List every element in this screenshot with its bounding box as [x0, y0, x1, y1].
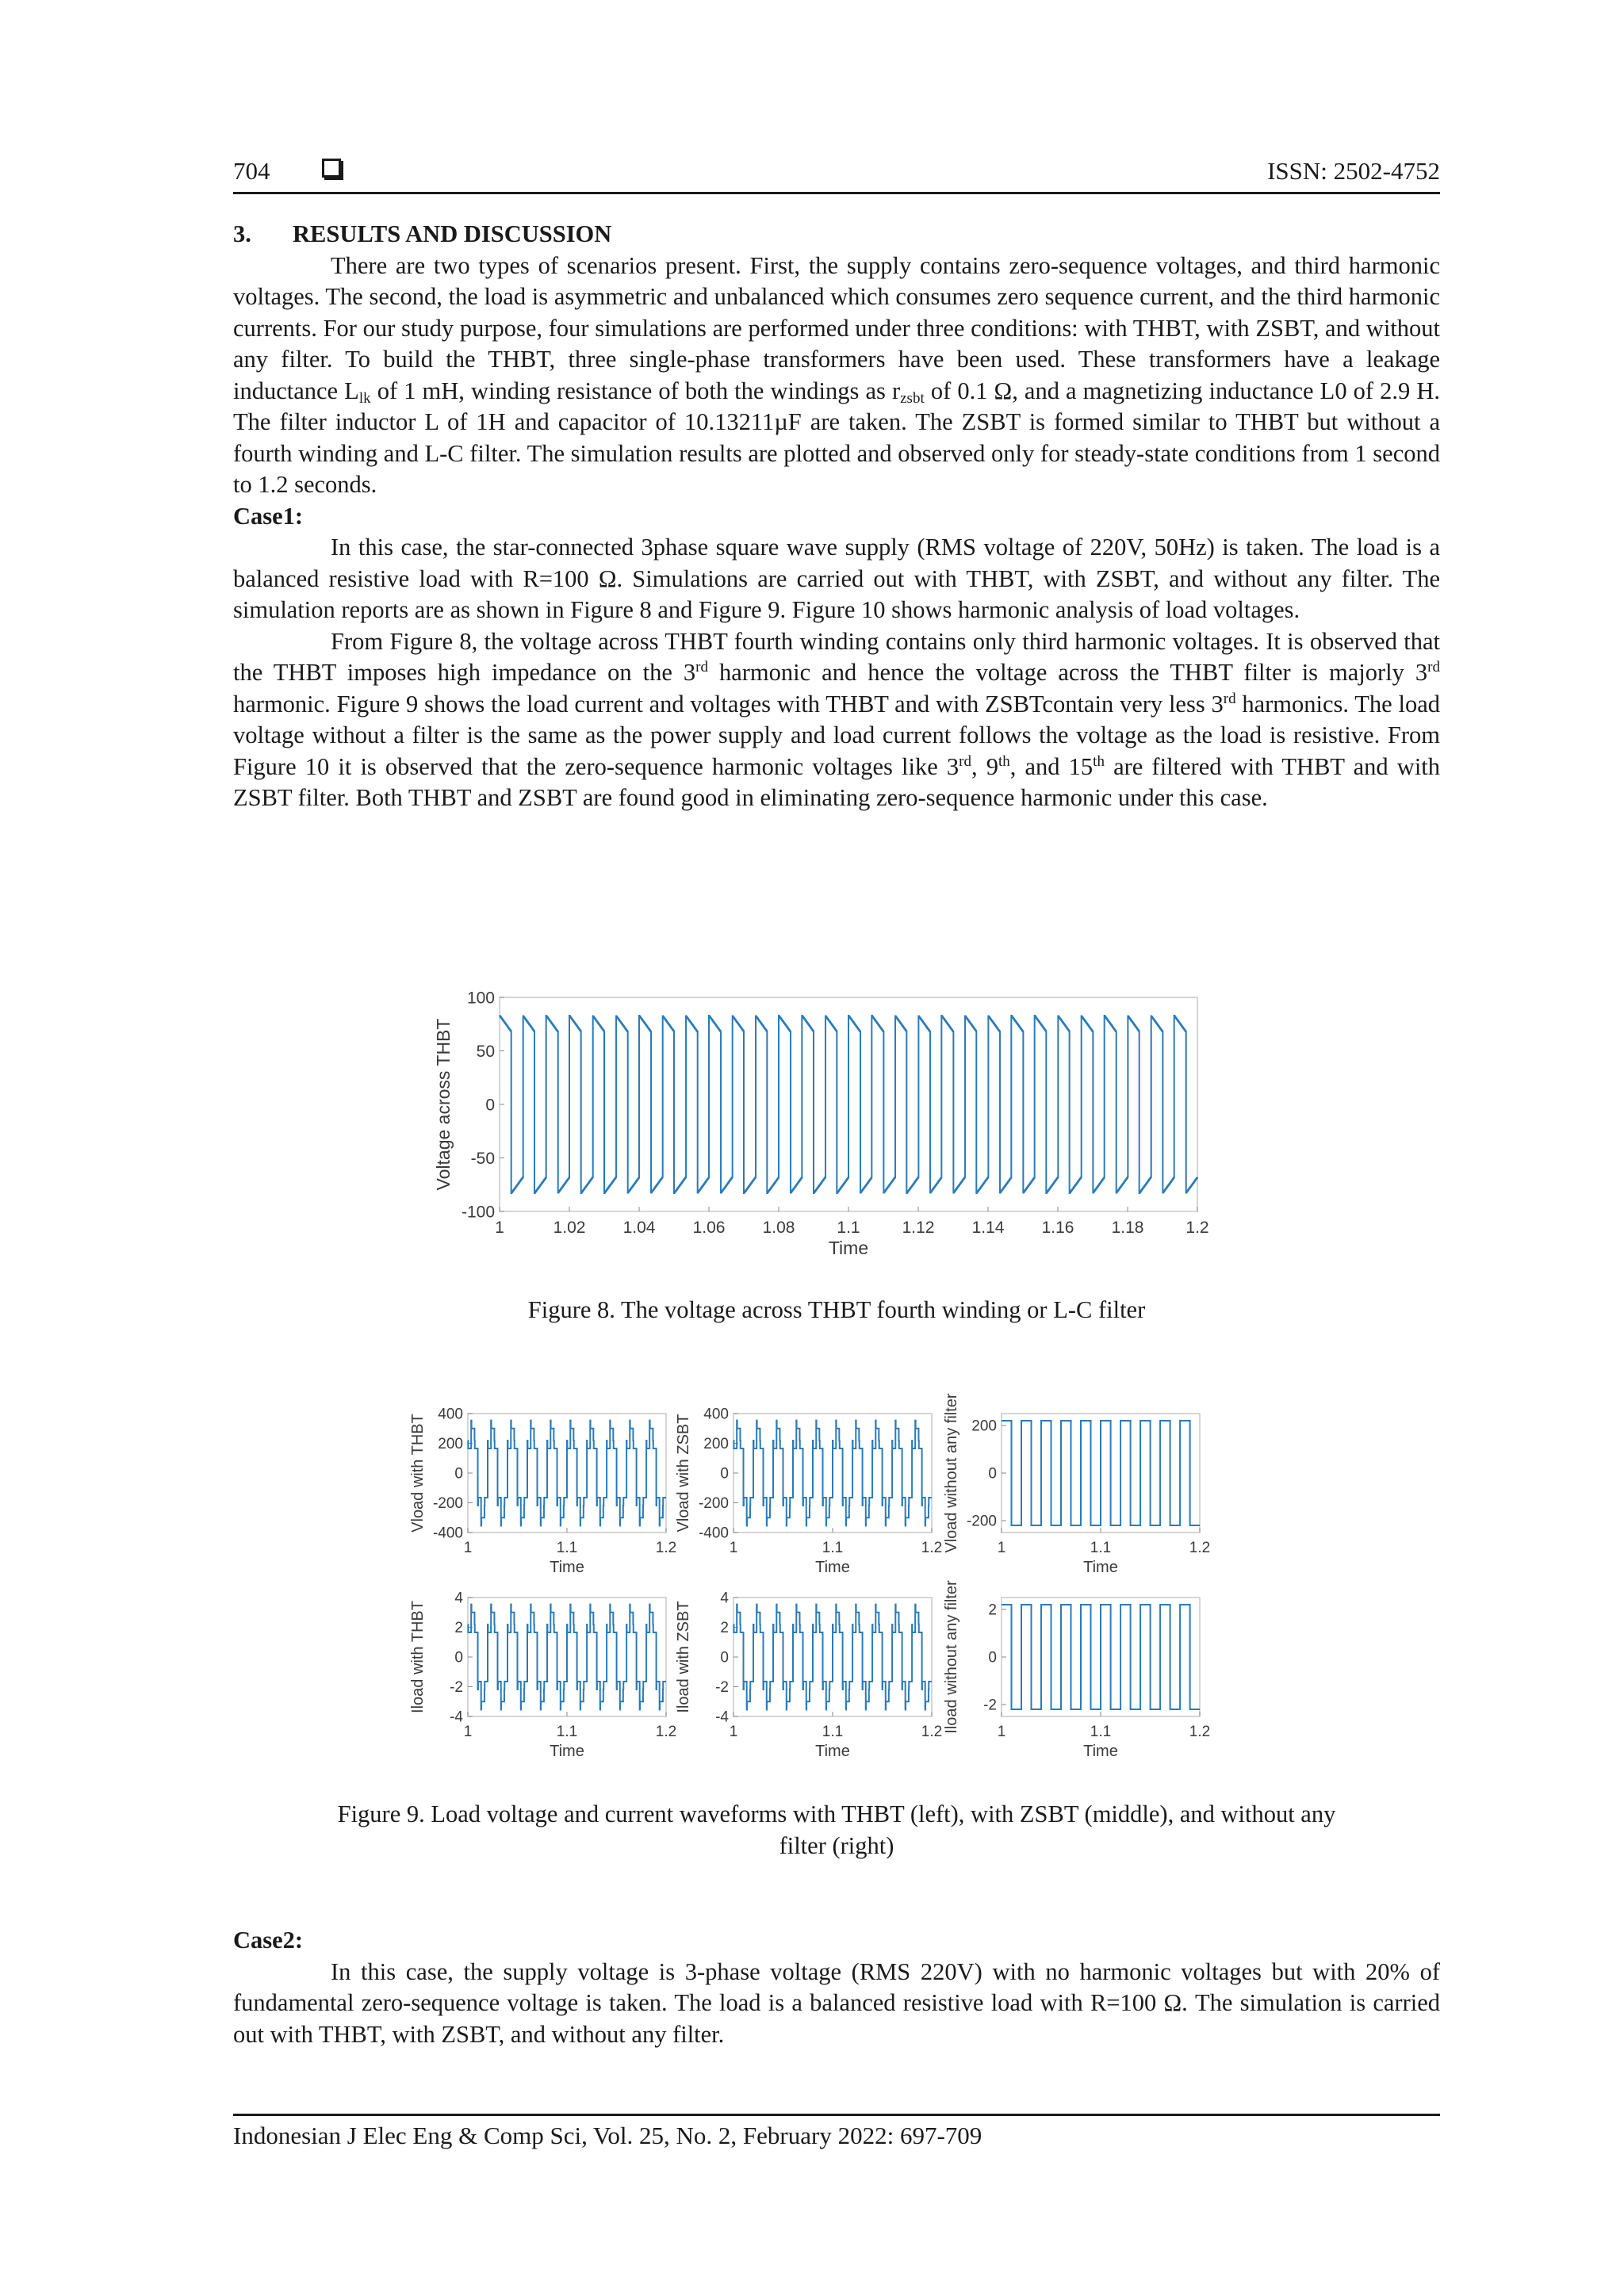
fig9-panel-3-xlabel: Time [1083, 1559, 1118, 1576]
fig9-panel-2-ytick-label: -400 [698, 1525, 729, 1542]
fig8-xtick-label: 1.1 [837, 1219, 860, 1237]
page-header [233, 152, 1440, 193]
fig9-panel-4-ytick-label: 0 [454, 1649, 463, 1667]
section-number: 3. [233, 220, 251, 247]
fig9-panel-4-xtick-label: 1.1 [556, 1724, 578, 1740]
fig9-panel-3-ylabel: Vload without any filter [943, 1393, 960, 1553]
fig9-panel-1-ylabel: Vload with THBT [409, 1414, 427, 1533]
fig9-panel-5-xtick-label: 1.2 [921, 1724, 943, 1740]
fig9-panel-4-xlabel: Time [550, 1743, 584, 1760]
page-number: 704 [233, 157, 270, 185]
fig8-ytick-label: -100 [461, 1203, 495, 1222]
figure-9-caption-line-2: filter (right) [779, 1832, 894, 1859]
footer-rule [233, 2114, 1440, 2116]
fig9-panel-5-ytick-label: -4 [715, 1709, 729, 1726]
case1-paragraph-1: In this case, the star-connected 3phase square wave supply (RMS voltage of 220V, 50Hz) is taken. The load is a balanced resistive load with R=100 Ω. Simulations are carried out with THBT, with ZSBT, and without any filter. The simulation reports are as shown in Figure 8 and Figure 9. Figure 10 shows harmonic analysis of load voltages. [233, 534, 1440, 623]
case2-heading: Case2: [233, 1927, 304, 1954]
fig9-panel-5-ylabel: Iload with ZSBT [675, 1601, 692, 1713]
checkbox-glyph-icon [322, 159, 341, 178]
fig9-panel-2-ytick-label: 400 [703, 1406, 729, 1423]
fig9-panel-3-ytick-label: 0 [988, 1465, 997, 1483]
fig9-panel-4-xtick-label: 1 [463, 1724, 473, 1740]
fig9-panel-5-ytick-label: 4 [720, 1590, 729, 1607]
fig8-xtick-label: 1.06 [692, 1219, 726, 1237]
figure-8-caption: Figure 8. The voltage across THBT fourth winding or L-C filter [527, 1296, 1146, 1323]
fig8-waveform-line [500, 1016, 1197, 1193]
fig9-panel-2-ylabel: Vload with ZSBT [675, 1414, 692, 1533]
fig9-panel-1-ytick-label: 400 [438, 1406, 463, 1423]
fig9-panel-5-ytick-label: 0 [720, 1649, 729, 1667]
fig8-xtick-label: 1 [495, 1219, 504, 1237]
fig8-xtick-label: 1.04 [622, 1219, 656, 1237]
fig9-panel-5-xtick-label: 1.1 [822, 1724, 844, 1740]
fig9-panel-6-ytick-label: 0 [988, 1649, 997, 1667]
case2-section [233, 1925, 1440, 2050]
fig9-panel-2-xtick-label: 1.1 [822, 1540, 844, 1556]
header-rule [233, 192, 1440, 194]
fig9-panel-1-ytick-label: -400 [432, 1525, 463, 1542]
fig9-panel-3-xtick-label: 1 [997, 1540, 1006, 1556]
fig8-xlabel: Time [828, 1238, 869, 1258]
fig8-xtick-label: 1.18 [1111, 1219, 1144, 1237]
fig9-panel-6-ylabel: Iload without any filter [943, 1580, 960, 1734]
fig9-panel-6-ytick-label: -2 [983, 1697, 997, 1714]
fig8-ylabel: Voltage across THBT [433, 1018, 454, 1191]
fig8-ytick-label: 50 [476, 1042, 495, 1061]
fig9-panel-3-ytick-label: 200 [971, 1418, 997, 1435]
fig9-panel-5-ytick-label: 2 [720, 1620, 729, 1637]
fig9-panel-6-xlabel: Time [1083, 1743, 1118, 1760]
footer-citation: Indonesian J Elec Eng & Comp Sci, Vol. 25, No. 2, February 2022: 697-709 [233, 2122, 982, 2149]
fig8-ytick-label: -50 [470, 1149, 495, 1168]
fig9-panel-4-ytick-label: -2 [450, 1679, 463, 1697]
section-heading [233, 219, 1440, 251]
fig8-xtick-label: 1.2 [1185, 1219, 1209, 1237]
fig8-ytick-label: 0 [485, 1096, 495, 1115]
fig9-panel-1-xtick-label: 1.1 [556, 1540, 578, 1556]
figure-9-charts [409, 1383, 1253, 1772]
fig9-panel-4-xtick-label: 1.2 [655, 1724, 677, 1740]
issn: ISSN: 2502-4752 [1267, 157, 1440, 185]
case1-paragraph-2: From Figure 8, the voltage across THBT fourth winding contains only third harmonic voltages. It is observed that the THBT imposes high impedance on the 3rd harmonic and hence the voltage across the THBT filter is majorly 3rd harmonic. Figure 9 shows the load current and voltages with THBT and with ZSBTcontain very less 3rd harmonics. The load voltage without a filter is the same as the power supply and load current follows the voltage as the load is resistive. From Figure 10 it is observed that the zero-sequence harmonic voltages like 3rd, 9th, and 15th are filtered with THBT and with ZSBT filter. Both THBT and ZSBT are found good in eliminating zero-sequence harmonic under this case. [233, 627, 1441, 811]
fig8-xtick-label: 1.16 [1041, 1219, 1074, 1237]
fig8-xtick-label: 1.08 [762, 1219, 795, 1237]
fig9-panel-1-xtick-label: 1 [463, 1540, 473, 1556]
fig9-panel-5-xlabel: Time [815, 1743, 850, 1760]
fig9-panel-2-xlabel: Time [815, 1559, 850, 1576]
figure-9-caption [233, 1798, 1440, 1862]
fig8-ytick-label: 100 [466, 989, 495, 1008]
case1-heading: Case1: [233, 502, 304, 530]
fig9-panel-3-waveform-line [1002, 1421, 1200, 1525]
fig9-panel-1-xlabel: Time [550, 1559, 584, 1576]
fig9-panel-6-waveform-line [1002, 1605, 1200, 1709]
fig9-panel-5-xtick-label: 1 [729, 1724, 738, 1740]
fig9-panel-4-ytick-label: 4 [454, 1590, 463, 1607]
intro-paragraph: There are two types of scenarios present. First, the supply contains zero-sequence voltages, and third harmonic voltages. The second, the load is asymmetric and unbalanced which consumes zero sequence current, and the third harmonic currents. For our study purpose, four simulations are performed under three conditions: with THBT, with ZSBT, and without any filter. To build the THBT, three single-phase transformers have been used. These transformers have a leakage inductance $L_{lk}$ of 1 mH, winding resistance of both the windings as $r_{zsbt}$ of 0.1 Ω, and a magnetizing inductance L0 of 2.9 H. The filter inductor L of 1H and capacitor of 10.13211µF are taken. The ZSBT is formed similar to THBT but without a fourth winding and L-C filter. The simulation results are plotted and observed only for steady-state conditions from 1 second to 1.2 seconds. [233, 251, 1441, 498]
fig9-panel-1-xtick-label: 1.2 [655, 1540, 677, 1556]
fig9-panel-3-xtick-label: 1.2 [1189, 1540, 1211, 1556]
fig9-panel-1-ytick-label: 0 [454, 1465, 463, 1483]
fig9-panel-4-ylabel: Iload with THBT [409, 1601, 427, 1713]
fig9-panel-1-ytick-label: -200 [432, 1495, 463, 1513]
fig9-panel-4-ytick-label: -4 [450, 1709, 463, 1726]
fig9-panel-1-ytick-label: 200 [438, 1436, 463, 1453]
fig9-panel-2-xtick-label: 1 [729, 1540, 738, 1556]
fig9-panel-6-ytick-label: 2 [988, 1601, 997, 1619]
fig9-panel-5-ytick-label: -2 [715, 1679, 729, 1697]
figure-9-caption-line-1: Figure 9. Load voltage and current waveforms with THBT (left), with ZSBT (middle), and without any [337, 1800, 1336, 1827]
fig9-panel-6-xtick-label: 1.1 [1090, 1724, 1112, 1740]
case2-paragraph: In this case, the supply voltage is 3-phase voltage (RMS 220V) with no harmonic voltages but with 20% of fundamental zero-sequence voltage is taken. The load is a balanced resistive load with R=100 Ω. The simulation is carried out with THBT, with ZSBT, and without any filter. [233, 1957, 1440, 2048]
fig9-panel-2-xtick-label: 1.2 [921, 1540, 943, 1556]
fig9-panel-4-ytick-label: 2 [454, 1620, 463, 1637]
section-title: RESULTS AND DISCUSSION [293, 220, 612, 247]
fig9-panel-6-xtick-label: 1 [997, 1724, 1006, 1740]
fig9-panel-6-xtick-label: 1.2 [1189, 1724, 1211, 1740]
fig8-xtick-label: 1.12 [902, 1219, 935, 1237]
fig9-panel-2-ytick-label: -200 [698, 1495, 729, 1513]
fig8-xtick-label: 1.02 [553, 1219, 586, 1237]
section-3 [233, 219, 1440, 814]
fig9-panel-3-xtick-label: 1.1 [1090, 1540, 1112, 1556]
figure-8-chart [428, 974, 1221, 1275]
fig8-xtick-label: 1.14 [971, 1219, 1005, 1237]
fig9-panel-3-ytick-label: -200 [966, 1513, 997, 1530]
fig9-panel-2-ytick-label: 0 [720, 1465, 729, 1483]
fig9-panel-2-ytick-label: 200 [703, 1436, 729, 1453]
